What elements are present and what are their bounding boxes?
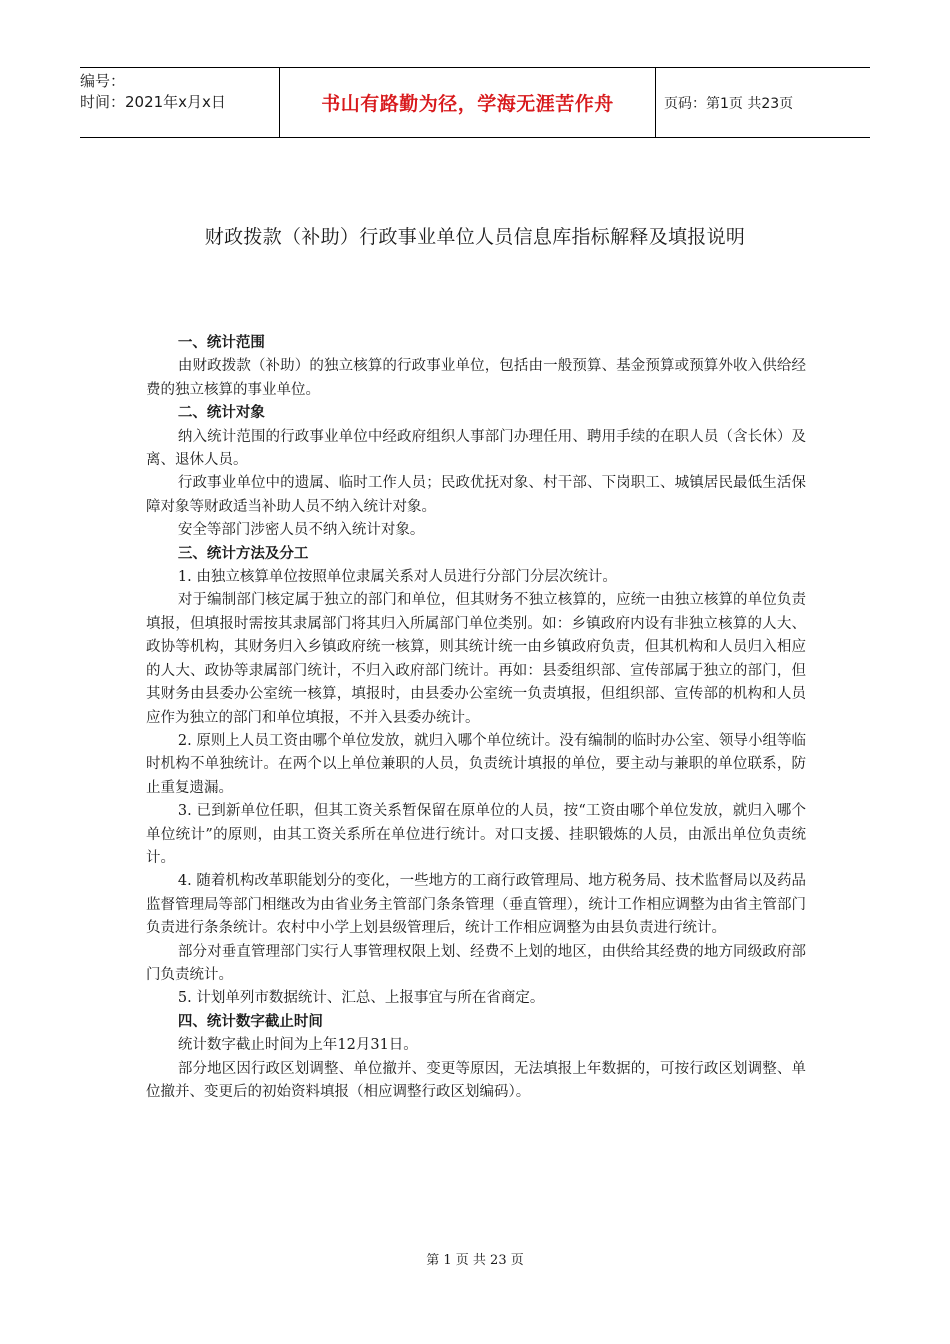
header-meta [80,68,280,137]
section-heading: 三、统计方法及分工 [177,545,309,562]
section [146,402,806,542]
header-motto: 书山有路勤为径，学海无涯苦作舟 [280,68,656,137]
header-page-info: 页码：第1页 共23页 [664,95,794,112]
body-paragraph: 统计数字截止时间为上年12月31日。 [177,1037,418,1054]
section-heading: 二、统计对象 [177,405,265,422]
body-paragraph: 对于编制部门核定属于独立的部门和单位，但其财务不独立核算的，应统一由独立核算的单位负责填报，但填报时需按其隶属部门将其归入所属部门单位类别。如：乡镇政府内设有非独立核算的人大、政协等机构，其财务归入乡镇政府统一核算，则其统计统一由乡镇政府负责，但其机构和人员归入相应的人大、政协等隶属部门统计，不归入政府部门统计。再如：县委组织部、宣传部属于独立的部门，但其财务由县委办公室统一核算，填报时，由县委办公室统一负责填报，但组织部、宣传部的机构和人员应作为独立的部门和单位填报，不并入县委办统计。 [146,592,806,726]
section [146,543,806,1011]
section [146,332,806,402]
section-heading: 四、统计数字截止时间 [177,1013,323,1030]
document-number-label: 编号： [80,72,126,90]
section-heading: 一、统计范围 [177,335,265,351]
body-paragraph: 由财政拨款（补助）的独立核算的行政事业单位，包括由一般预算、基金预算或预算外收入供给经费的独立核算的事业单位。 [146,358,806,398]
body-paragraph: 1. 由独立核算单位按照单位隶属关系对人员进行分部门分层次统计。 [177,569,617,586]
page-footer: 第 1 页 共 23 页 [426,1253,524,1268]
document-header [80,67,870,138]
body-paragraph: 部分地区因行政区划调整、单位撤并、变更等原因，无法填报上年数据的，可按行政区划调整、单位撤并、变更后的初始资料填报（相应调整行政区划编码）。 [146,1060,806,1100]
body-paragraph: 5. 计划单列市数据统计、汇总、上报事宜与所在省商定。 [177,990,545,1007]
document-title: 财政拨款（补助）行政事业单位人员信息库指标解释及填报说明 [204,226,746,248]
body-paragraph: 安全等部门涉密人员不纳入统计对象。 [177,522,425,539]
body-paragraph: 纳入统计范围的行政事业单位中经政府组织人事部门办理任用、聘用手续的在职人员（含长休）及离、退休人员。 [146,428,806,469]
section [146,1011,806,1105]
document-time-label: 时间：2021年x月x日 [80,93,226,111]
body-paragraph: 4. 随着机构改革职能划分的变化，一些地方的工商行政管理局、地方税务局、技术监督局以及药品监督管理局等部门相继改为由省业务主管部门条条管理（垂直管理），统计工作相应调整为由省主管部门负责进行条条统计。农村中小学上划县级管理后，统计工作相应调整为由县负责进行统计。 [146,873,806,937]
body-paragraph: 行政事业单位中的遗属、临时工作人员；民政优抚对象、村干部、下岗职工、城镇居民最低生活保障对象等财政适当补助人员不纳入统计对象。 [146,475,806,515]
body-paragraph: 部分对垂直管理部门实行人事管理权限上划、经费不上划的地区，由供给其经费的地方同级政府部门负责统计。 [146,943,806,983]
body-paragraph: 2. 原则上人员工资由哪个单位发放，就归入哪个单位统计。没有编制的临时办公室、领导小组等临时机构不单独统计。在两个以上单位兼职的人员，负责统计填报的单位，要主动与兼职的单位联系，防止重复遗漏。 [146,732,806,796]
document-body [146,332,806,1104]
body-paragraph: 3. 已到新单位任职，但其工资关系暂保留在原单位的人员，按“工资由哪个单位发放，就归入哪个单位统计”的原则，由其工资关系所在单位进行统计。对口支援、挂职锻炼的人员，由派出单位负责统计。 [146,803,806,866]
